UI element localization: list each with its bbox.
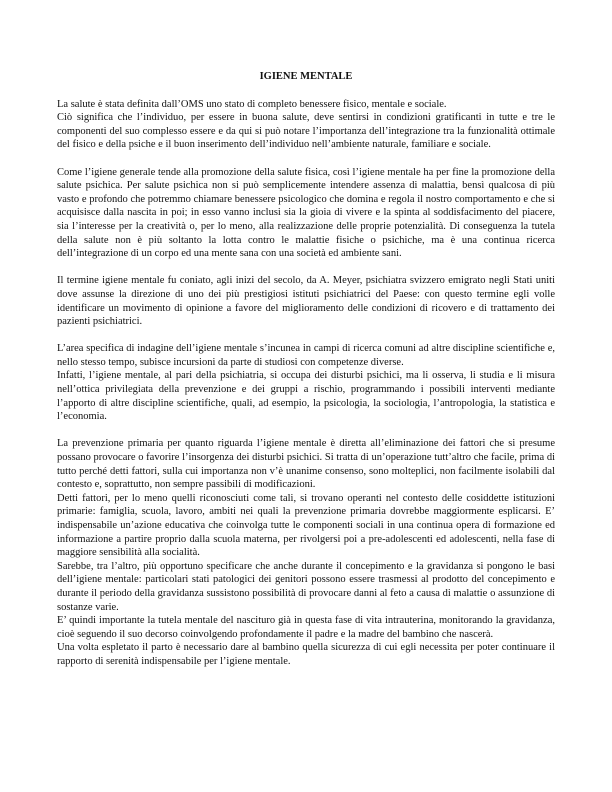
- paragraph-area-indagine: [57, 342, 555, 424]
- paragraph-line: L’area specifica di indagine dell’igiene mentale s’incunea in campi di ricerca comuni ad altre discipline scientifiche e, nello stesso tempo, subisce incursioni da parte di studiosi con competenze diverse.: [57, 343, 555, 368]
- paragraph-line: Come l’igiene generale tende alla promozione della salute fisica, così l’igiene mentale ha per fine la promozione della salute psichica. Per salute psichica non si può semplicemente intendere assenza di malattia, bensì qualcosa di più vasto e profondo che potremmo chiamare benessere psicologico che domina e regola il nostro comportamento e che si acquisisce dalla nascita in poi; in esso vanno inclusi sia la gioia di vivere e la spinta al soddisfacimento del piacere, sia l’interesse per la creatività o, per lo meno, alla realizzazione delle proprie potenzialità. Di conseguenza la tutela della salute non è più soltanto la lotta contro le malattie fisiche o psichiche, ma è una continua ricerca dell’integrazione di un corpo ed una mente sana con una società ed ambiente sani.: [57, 166, 555, 260]
- paragraph-line: Sarebbe, tra l’altro, più opportuno specificare che anche durante il concepimento e la gravidanza si pongono le basi dell’igiene mentale: particolari stati patologici dei genitori possono essere trasmessi al prodotto del concepimento e durante il periodo della gravidanza sussistono possibilità di provocare danni al feto a causa di malattie o assunzione di sostanze varie.: [57, 560, 555, 613]
- paragraph-meyer: [57, 274, 555, 328]
- paragraph-line: Il termine igiene mentale fu coniato, agli inizi del secolo, da A. Meyer, psichiatra svizzero emigrato negli Stati uniti dove assunse la direzione di uno dei più prestigiosi istituti psichiatrici del Paese: con questo termine egli volle identificare un movimento di opinione a favore del miglioramento delle condizioni di ricovero e di trattamento dei pazienti psichiatrici.: [57, 275, 555, 328]
- paragraph-line: Infatti, l’igiene mentale, al pari della psichiatria, si occupa dei disturbi psichici, ma li osserva, li studia e li misura nell’ottica privilegiata della prevenzione e dei gruppi a rischio, programmando i possibili interventi mediante l’apporto di altre discipline scientifiche, quali, ad esempio, la psicologia, la sociologia, l’antropologia, la statistica e l’economia.: [57, 370, 555, 423]
- paragraph-line: La salute è stata definita dall’OMS uno stato di completo benessere fisico, mentale e sociale.: [57, 98, 447, 110]
- paragraph-line: La prevenzione primaria per quanto riguarda l’igiene mentale è diretta all’eliminazione dei fattori che si presume possano provocare o favorire l’insorgenza dei disturbi psichici. Si tratta di un’operazione tutt’altro che facile, prima di tutto perché detti fattori, sulla cui importanza non v’è unanime consenso, sono molteplici, non facilmente isolabili dal contesto e, soprattutto, non sempre passibili di modificazioni.: [57, 438, 555, 491]
- document-title: IGIENE MENTALE: [259, 71, 353, 82]
- paragraph-line: E’ quindi importante la tutela mentale del nascituro già in questa fase di vita intrauterina, monitorando la gravidanza, cioè seguendo il suo decorso coinvolgendo profondamente il padre e la madre del bambino che nascerà.: [57, 615, 555, 640]
- document-page: [57, 70, 555, 682]
- paragraph-line: Detti fattori, per lo meno quelli riconosciuti come tali, si trovano operanti nel contesto delle cosiddette istituzioni primarie: famiglia, scuola, lavoro, ambiti nei quali la prevenzione primaria dovrebbe maggiormente esplicarsi. E’ indispensabile un’azione educativa che coinvolga tutte le componenti sociali in una continua opera di formazione ed informazione a partire proprio dalla scuola materna, per rivolgersi poi a pre-adolescenti ed adolescenti, nella fase di maggiore sensibilità alla socialità.: [57, 492, 555, 559]
- paragraph-line: Una volta espletato il parto è necessario dare al bambino quella sicurezza di cui egli necessita per poter continuare il rapporto di serenità indispensabile per l’igiene mentale.: [57, 642, 555, 667]
- paragraph-salute-psichica: [57, 166, 555, 261]
- paragraph-prevenzione-primaria: [57, 437, 555, 668]
- paragraph-line: Ciò significa che l’individuo, per essere in buona salute, deve sentirsi in condizioni gratificanti in tutte e tre le componenti del suo complesso essere e da qui si può notare l’importanza dell’integrazione tra la funzionalità ottimale del fisico e della psiche e il buon inserimento dell’individuo nell’ambiente naturale, familiare e sociale.: [57, 112, 555, 151]
- paragraph-oms-definition: [57, 98, 555, 152]
